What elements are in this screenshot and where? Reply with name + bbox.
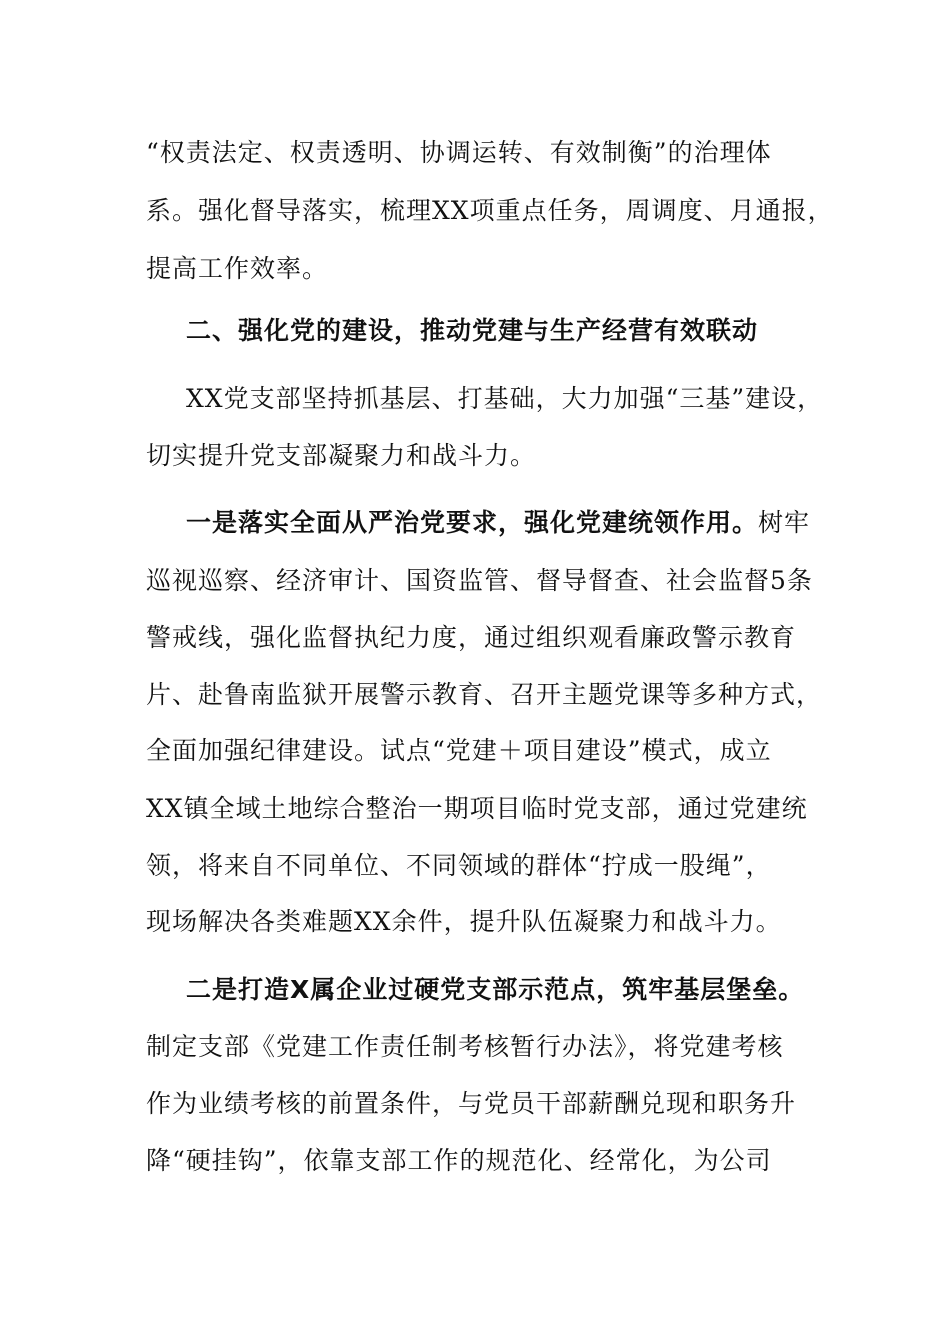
paragraph-line: 巡视巡察、经济审计、国资监管、督导督查、社会监督5条	[146, 566, 813, 595]
paragraph-line: 制定支部《党建工作责任制考核暂行办法》，将党建考核	[146, 1032, 784, 1061]
paragraph-line: 现场解决各类难题XX余件，提升队伍凝聚力和战斗力。	[146, 907, 782, 936]
paragraph-line: 全面加强纪律建设。试点“党建＋项目建设”模式，成立	[146, 736, 772, 765]
paragraph-line: XX镇全域土地综合整治一期项目临时党支部，通过党建统	[146, 794, 808, 823]
point-one-lead-tail: 树牢	[758, 508, 811, 537]
paragraph-line: 提高工作效率。	[146, 254, 329, 283]
section-heading: 二、强化党的建设，推动党建与生产经营有效联动	[186, 316, 759, 345]
point-one-first-line	[186, 508, 810, 538]
point-one-lead: 一是落实全面从严治党要求，强化党建统领作用。	[186, 508, 759, 537]
paragraph-line: 降“硬挂钩”，依靠支部工作的规范化、经常化，为公司	[146, 1146, 772, 1175]
paragraph-line: 作为业绩考核的前置条件，与党员干部薪酬兑现和职务升	[146, 1089, 797, 1118]
paragraph-line: XX党支部坚持抓基层、打基础，大力加强“三基”建设，	[186, 384, 824, 413]
paragraph-line: 切实提升党支部凝聚力和战斗力。	[146, 441, 537, 470]
paragraph-line: 系。强化督导落实，梳理XX项重点任务，周调度、月通报，	[146, 196, 834, 225]
paragraph-line: 警戒线，强化监督执纪力度，通过组织观看廉政警示教育	[146, 623, 797, 652]
paragraph-line: 领，将来自不同单位、不同领域的群体“拧成一股绳”，	[146, 851, 772, 880]
point-two-lead: 二是打造X属企业过硬党支部示范点，筑牢基层堡垒。	[186, 975, 805, 1004]
paragraph-line: 片、赴鲁南监狱开展警示教育、召开主题党课等多种方式，	[146, 680, 823, 709]
paragraph-line: “权责法定、权责透明、协调运转、有效制衡”的治理体	[146, 138, 772, 167]
